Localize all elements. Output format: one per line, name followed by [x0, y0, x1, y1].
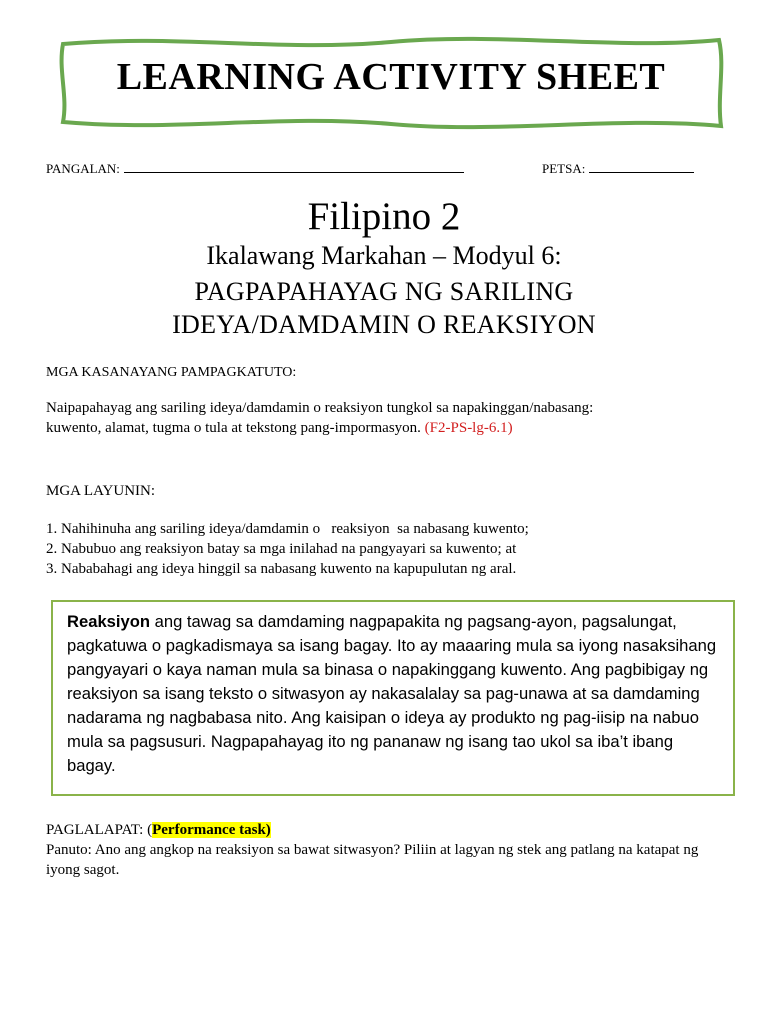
application-heading — [46, 820, 736, 840]
performance-task-highlight: Performance task) — [152, 822, 271, 838]
objective-item: 3. Nababahagi ang ideya hinggil sa nabasang kuwento na kapupulutan ng aral. — [46, 561, 517, 577]
name-label: PANGALAN: — [46, 161, 120, 176]
name-field — [46, 160, 464, 177]
objectives-label: MGA LAYUNIN: — [46, 483, 156, 499]
module-title-line1: PAGPAPAHAYAG NG SARILING — [194, 277, 574, 306]
objectives-list — [46, 519, 529, 579]
objective-item: 1. Nahihinuha ang sariling ideya/damdamin o reaksiyon sa nabasang kuwento; — [46, 521, 529, 537]
definition-box — [51, 600, 735, 796]
application-section — [46, 820, 736, 880]
subject-heading: Filipino 2 — [307, 195, 461, 238]
objective-item: 2. Nabubuo ang reaksiyon batay sa mga inilahad na pangyayari sa kuwento; at — [46, 541, 517, 557]
module-title-line2: IDEYA/DAMDAMIN O REAKSIYON — [172, 310, 596, 339]
title-banner — [58, 36, 724, 132]
name-blank[interactable] — [124, 160, 464, 173]
competency-body: Naipapahayag ang sariling ideya/damdamin o reaksiyon tungkol sa napakinggan/nabasang: kuwento, alamat, tugma o tula at tekstong pang-impormasyon. — [46, 400, 594, 436]
date-blank[interactable] — [589, 160, 694, 173]
definition-text: ang tawag sa damdaming nagpapakita ng pagsang-ayon, pagsalungat, pagkatuwa o pagkadismaya sa isang bagay. Ito ay maaaring mula sa iyong nasaksihang pangyayari o kaya naman mula sa binasa o napakinggang kuwento. Ang pagbibigay ng reaksiyon sa isang teksto o sitwasyon ay nakasalalay sa pag-unawa at sa damdaming nadarama ng nagbabasa nito. Ang kaisipan o ideya ay produkto ng pag-iisip na nabuo mula sa pagsusuri. Nagpapahayag ito ng pananaw ng isang tao ukol sa iba’t ibang bagay. — [67, 612, 717, 775]
quarter-module: Ikalawang Markahan – Modyul 6: — [206, 241, 562, 270]
competency-code: (F2-PS-lg-6.1) — [424, 420, 513, 436]
application-instructions: Panuto: Ano ang angkop na reaksiyon sa bawat sitwasyon? Piliin at lagyan ng stek ang patlang na katapat ng iyong sagot. — [46, 842, 699, 878]
competencies-label: MGA KASANAYANG PAMPAGKATUTO: — [46, 365, 297, 380]
definition-term: Reaksiyon — [67, 612, 151, 631]
date-field — [542, 160, 694, 177]
date-label: PETSA: — [542, 161, 586, 176]
worksheet-title: LEARNING ACTIVITY SHEET — [116, 56, 666, 98]
competency-text — [46, 398, 646, 438]
application-label: PAGLALAPAT: ( — [46, 822, 153, 838]
